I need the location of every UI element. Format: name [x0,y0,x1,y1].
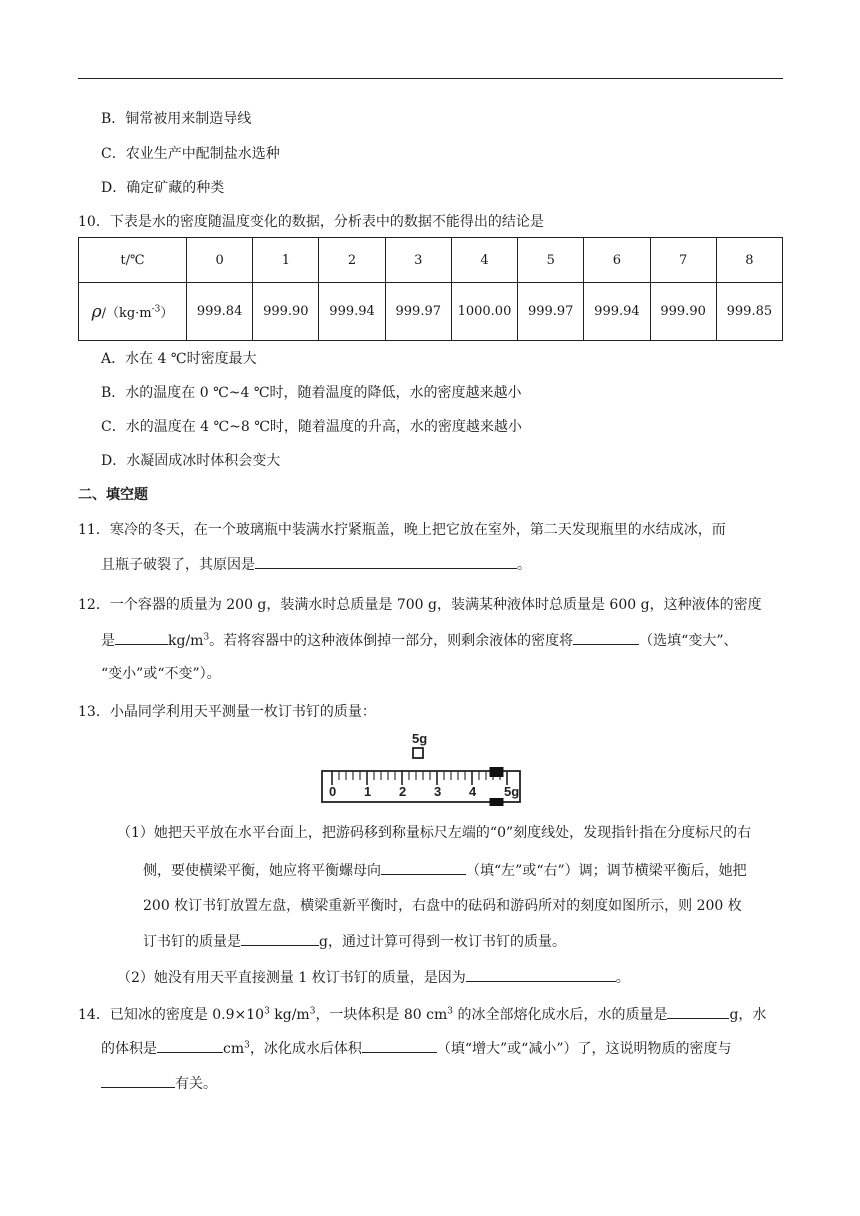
q14-unit: cm [223,1041,245,1057]
q13-part1-line1: （1）她把天平放在水平台面上，把游码移到称量标尺左端的“0”刻度线处，发现指针指在分度标尺的右 [117,825,752,841]
weight-label: 5g [412,731,428,746]
density-cell: 999.97 [518,283,584,341]
q13-mass-blank[interactable] [241,931,319,946]
q10-option-a: A．水在 4 ℃时密度最大 [101,351,257,367]
density-cell: 999.85 [716,283,782,341]
scale-label: 3 [434,784,442,799]
scale-label: 5g [504,784,520,799]
q13-text: （填“左”或“右”）调；调节横梁平衡后，她把 [466,863,747,879]
density-cell: 999.90 [650,283,716,341]
density-cell: 999.97 [385,283,451,341]
q13-part2 [117,967,630,988]
q13-text: g，通过计算可得到一枚订书钉的质量。 [319,934,566,950]
q13-reason-blank[interactable] [466,967,616,982]
rider-top[interactable] [490,767,504,777]
q12-unit-exponent: 3 [203,632,210,643]
q10-option-c: C．水的温度在 4 ℃~8 ℃时，随着温度的升高，水的密度越来越小 [101,419,522,435]
scale-label: 1 [364,784,372,799]
density-header [79,283,187,341]
scale-label: 4 [469,784,477,799]
temperature-cell: 0 [187,238,253,283]
temperature-cell: 1 [253,238,319,283]
section-title: 二、填空题 [78,487,148,503]
q14-exponent: 3 [309,1006,316,1017]
q13-stem: 13．小晶同学利用天平测量一枚订书钉的质量： [78,704,376,720]
scale-label: 2 [399,784,407,799]
q9-option-d: D．确定矿藏的种类 [101,180,225,196]
q10-option-d: D．水凝固成冰时体积会变大 [101,453,281,469]
q13-part1-line3: 200 枚订书钉放置左盘，横梁重新平衡时，右盘中的砝码和游码所对的刻度如图所示，则 200 枚 [143,898,742,914]
weight-icon [413,748,423,758]
q11-line1: 11．寒冷的冬天，在一个玻璃瓶中装满水拧紧瓶盖，晚上把它放在室外，第二天发现瓶里的水结成冰，而 [78,522,726,538]
temperature-row [79,238,783,283]
scale-label: 0 [329,784,337,799]
q9-option-c: C．农业生产中配制盐水选种 [101,146,280,162]
q10-stem: 10．下表是水的密度随温度变化的数据，分析表中的数据不能得出的结论是 [78,214,544,230]
q14-exponent: 3 [447,1006,454,1017]
q14-text: ，冰化成水后体积 [249,1041,362,1057]
temperature-cell: 4 [451,238,517,283]
q12-density-blank[interactable] [115,630,168,645]
density-row [79,283,783,341]
q12-text: 是 [101,633,115,649]
temperature-cell: 6 [584,238,650,283]
temperature-cell: 3 [385,238,451,283]
density-cell: 1000.00 [451,283,517,341]
q14-text: （填“增大”或“减小”）了，这说明物质的密度与 [436,1041,732,1057]
rider-bottom[interactable] [490,798,504,806]
q12-change-blank[interactable] [573,630,639,645]
balance-rider-scale-figure [316,728,526,808]
q13-period: 。 [615,970,630,986]
q12-line2 [101,630,738,651]
q11-line2 [101,554,531,575]
temperature-cell: 7 [650,238,716,283]
q13-text: 侧，要使横梁平衡，她应将平衡螺母向 [143,863,381,879]
temperature-header: t/℃ [79,238,187,283]
q14-water-volume-blank[interactable] [157,1038,223,1053]
density-cell: 999.94 [584,283,650,341]
q14-volume-change-blank[interactable] [362,1038,437,1053]
q14-water-mass-blank[interactable] [667,1004,729,1019]
q9-option-b: B．铜常被用来制造导线 [101,111,252,127]
q14-text: 的冰全部熔化成水后，水的质量是 [453,1007,668,1023]
density-unit: /（kg·m [101,305,152,321]
q14-text: 有关。 [175,1076,217,1092]
q14-exponent: 3 [244,1040,250,1051]
q10-option-b: B．水的温度在 0 ℃~4 ℃时，随着温度的降低，水的密度越来越小 [101,385,522,401]
q13-text: （2）她没有用天平直接测量 1 枚订书钉的质量，是因为 [117,970,466,986]
q14-text: kg/m [269,1007,310,1023]
q12-line3: “变小”或“不变”）。 [101,666,221,682]
q11-text: 且瓶子破裂了，其原因是 [101,557,255,573]
temperature-cell: 2 [319,238,385,283]
density-unit-close: ） [160,305,174,321]
density-cell: 999.90 [253,283,319,341]
q14-factor-blank[interactable] [101,1073,175,1088]
q14-text: g，水 [729,1007,767,1023]
q13-part1-line4 [143,931,566,952]
q11-answer-blank[interactable] [255,554,517,569]
q13-part1-line2 [143,860,747,881]
q14-line1 [78,1004,766,1025]
q12-text: 。若将容器中的这种液体倒掉一部分，则剩余液体的密度将 [209,633,574,649]
q14-line3 [101,1073,217,1094]
q14-text: ，一块体积是 80 cm [315,1007,448,1023]
temperature-cell: 5 [518,238,584,283]
density-table [78,237,783,341]
q14-text: 的体积是 [101,1041,157,1057]
density-unit-exponent: -3 [151,304,161,315]
q14-exponent: 3 [264,1006,270,1017]
q12-unit: kg/m [168,633,204,649]
q14-line2 [101,1038,732,1059]
q12-text: （选填“变大”、 [639,633,738,649]
q13-text: 订书钉的质量是 [143,934,241,950]
q11-period: 。 [517,557,531,573]
density-cell: 999.84 [187,283,253,341]
q13-direction-blank[interactable] [381,860,466,875]
temperature-cell: 8 [716,238,782,283]
density-cell: 999.94 [319,283,385,341]
q12-line1: 12．一个容器的质量为 200 g，装满水时总质量是 700 g，装满某种液体时总质量是 600 g，这种液体的密度 [78,597,762,613]
q14-text: 14．已知冰的密度是 0.9×10 [78,1007,265,1023]
rho-symbol: ρ [91,301,102,322]
header-rule [78,78,783,79]
